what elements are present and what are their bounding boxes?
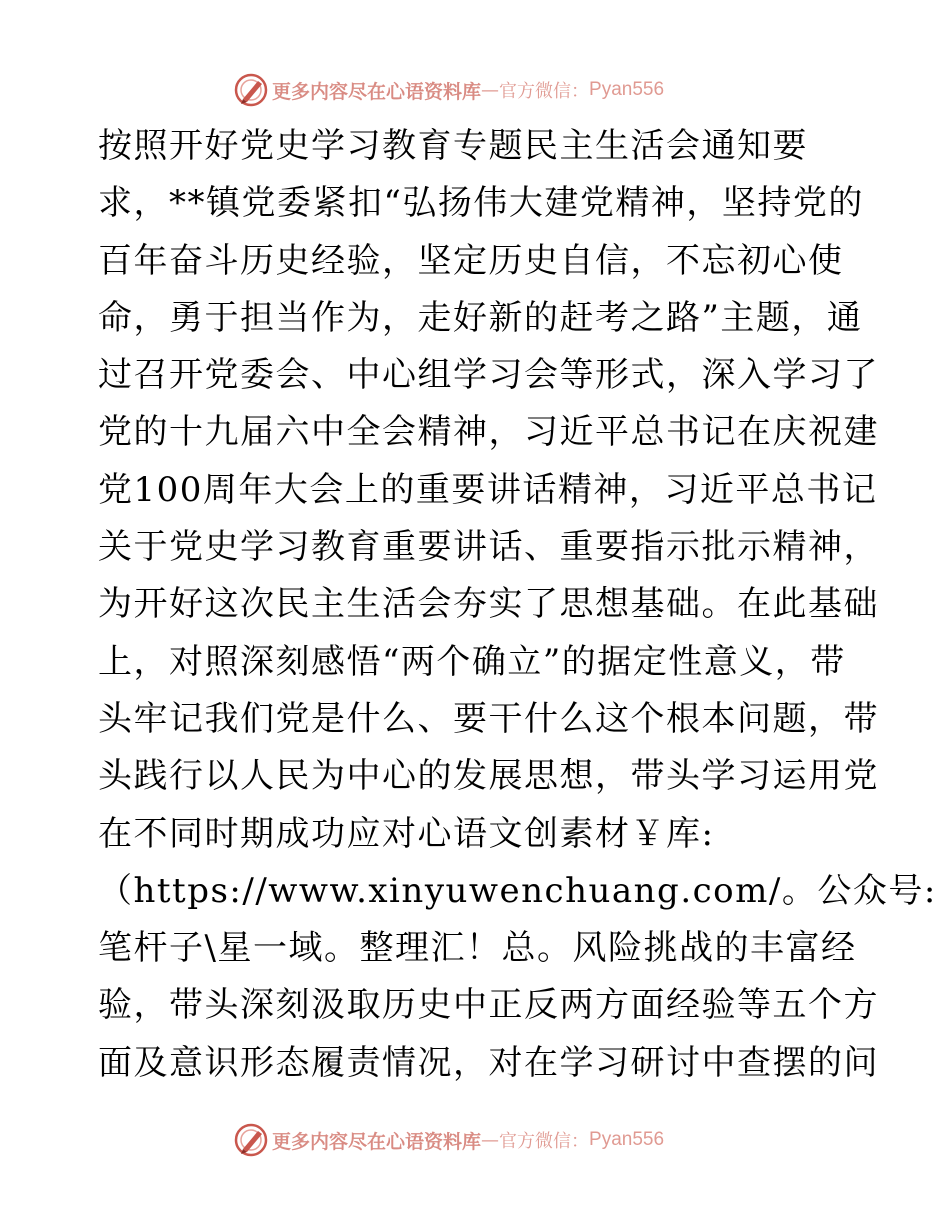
body-line: 命，勇于担当作为，走好新的赶考之路”主题，通 <box>98 297 863 338</box>
body-line: 验，带头深刻汲取历史中正反两方面经验等五个方 <box>98 985 879 1026</box>
body-line: （https://www.xinyuwenchuang.com/。公众号: <box>98 870 937 911</box>
body-line: 党的十九届六中全会精神，习近平总书记在庆祝建 <box>98 412 879 453</box>
body-line: 百年奋斗历史经验，坚定历史自信，不忘初心使 <box>98 240 844 281</box>
document-body <box>98 118 937 1092</box>
watermark-wechat-id: Pyan556 <box>589 1129 665 1150</box>
body-line: 党100周年大会上的重要讲话精神，习近平总书记 <box>98 469 878 510</box>
body-line: 求，**镇党委紧扣“弘扬伟大建党精神，坚持党的 <box>98 183 864 224</box>
watermark-dash: — <box>481 1129 500 1151</box>
header-watermark <box>234 70 754 110</box>
body-line: 头牢记我们党是什么、要干什么这个根本问题，带 <box>98 698 879 739</box>
body-line: 关于党史学习教育重要讲话、重要指示批示精神， <box>98 527 879 568</box>
watermark-wechat-id: Pyan556 <box>589 79 665 100</box>
watermark-main-text: 更多内容尽在心语资料库 <box>272 80 482 103</box>
body-line: 过召开党委会、中心组学习会等形式，深入学习了 <box>98 355 879 396</box>
body-line: 按照开好党史学习教育专题民主生活会通知要 <box>98 126 808 166</box>
watermark-sub-text: 官方微信： <box>499 81 590 102</box>
body-line: 上，对照深刻感悟“两个确立”的据定性意义，带 <box>98 641 846 682</box>
body-line: 笔杆子\星一域。整理汇！总。风险挑战的丰富经 <box>98 928 857 969</box>
pen-logo-icon <box>234 1123 268 1157</box>
body-line: 面及意识形态履责情况，对在学习研讨中查摆的问 <box>98 1042 879 1083</box>
body-line: 在不同时期成功应对心语文创素材￥库: <box>98 813 715 854</box>
pen-logo-icon <box>234 73 268 107</box>
body-line: 头践行以人民为中心的发展思想，带头学习运用党 <box>98 756 879 797</box>
footer-watermark <box>234 1120 754 1160</box>
watermark-sub-text: 官方微信： <box>499 1131 590 1152</box>
watermark-dash: — <box>481 79 500 101</box>
watermark-main-text: 更多内容尽在心语资料库 <box>272 1130 482 1153</box>
body-line: 为开好这次民主生活会夯实了思想基础。在此基础 <box>98 584 879 625</box>
